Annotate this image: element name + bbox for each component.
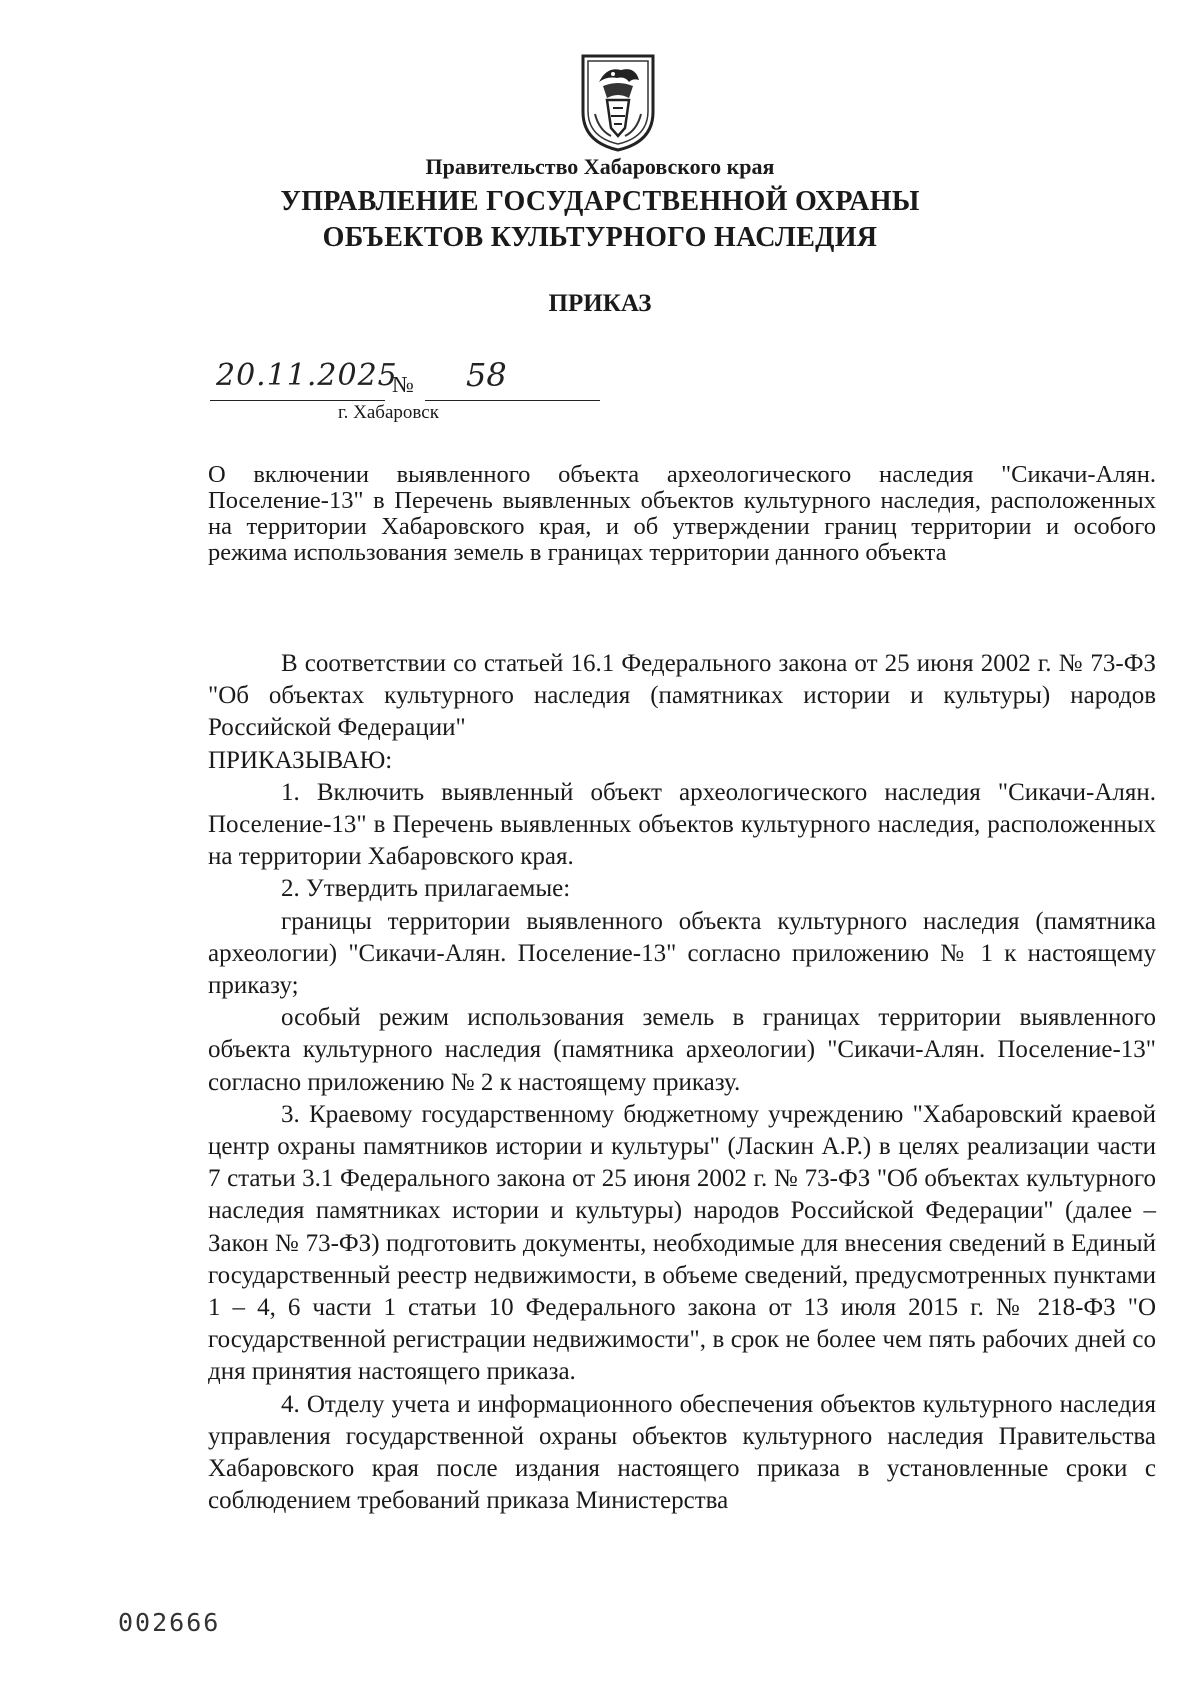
document-type-title: ПРИКАЗ [548, 290, 652, 317]
order-item-2: 2. Утвердить прилагаемые: [281, 875, 571, 903]
document-serial-number: 002666 [118, 1608, 221, 1637]
number-sign: № [392, 372, 414, 397]
department-name-line1: УПРАВЛЕНИЕ ГОСУДАРСТВЕННОЙ ОХРАНЫ [280, 186, 920, 217]
order-word: ПРИКАЗЫВАЮ: [208, 746, 393, 774]
order-item-2-b: особый режим использования земель в границах территории выявленного объекта культурного наследия (памятника археологии) "Сикачи-Алян. Поселение-13" согласно приложению № 2 к настоящему приказу. [208, 1004, 1156, 1096]
order-city: г. Хабаровск [338, 402, 439, 423]
government-name: Правительство Хабаровского края [425, 154, 775, 179]
department-name-line2: ОБЪЕКТОВ КУЛЬТУРНОГО НАСЛЕДИЯ [322, 222, 878, 253]
coat-of-arms-icon [577, 52, 659, 154]
preamble-paragraph: В соответствии со статьей 16.1 Федерального закона от 25 июня 2002 г. № 73-ФЗ "Об объектах культурного наследия (памятниках истории и культуры) народов Российской Федерации" [208, 650, 1156, 742]
order-item-1: 1. Включить выявленный объект археологического наследия "Сикачи-Алян. Поселение-13" в Перечень выявленных объектов культурного наследия, расположенных на территории Хабаровского края. [208, 778, 1156, 871]
order-item-2-a: границы территории выявленного объекта культурного наследия (памятника археологии) "Сикачи-Алян. Поселение-13" согласно приложению № 1 к настоящему приказу; [208, 907, 1156, 1000]
number-underline [425, 370, 600, 401]
order-item-3: 3. Краевому государственному бюджетному учреждению "Хабаровский краевой центр охраны памятников истории и культуры" (Ласкин А.Р.) в целях реализации части 7 статьи 3.1 Федерального закона от 25 июня 2002 г. № 73-ФЗ "Об объектах культурного наследия памятниках истории и культуры) народов Российской Федерации" (далее – Закон № 73-ФЗ) подготовить документы, необходимые для внесения сведений в Единый государственный реестр недвижимости, в объеме сведений, предусмотренных пунктами 1 – 4, 6 части 1 статьи 10 Федерального закона от 13 июля 2015 г. № 218-ФЗ "О государственной регистрации недвижимости", в срок не более чем пять рабочих дней со дня принятия настоящего приказа. [208, 1100, 1156, 1386]
order-subject: О включении выявленного объекта археологического наследия "Сикачи-Алян. Поселение-13" в Перечень выявленных объектов культурного наследия, расположенных на территории Хабаровского края, и об утверждении границ территории и особого режима использования земель в границах территории данного объекта [208, 461, 1156, 566]
order-date: 20.11.2025 [216, 358, 398, 393]
order-body [208, 648, 1156, 1517]
order-item-4: 4. Отделу учета и информационного обеспечения объектов культурного наследия управления государственной охраны объектов культурного наследия Правительства Хабаровского края после издания настоящего приказа в установленные сроки с соблюдением требований приказа Министерства [208, 1390, 1156, 1515]
order-number: 58 [466, 356, 507, 394]
